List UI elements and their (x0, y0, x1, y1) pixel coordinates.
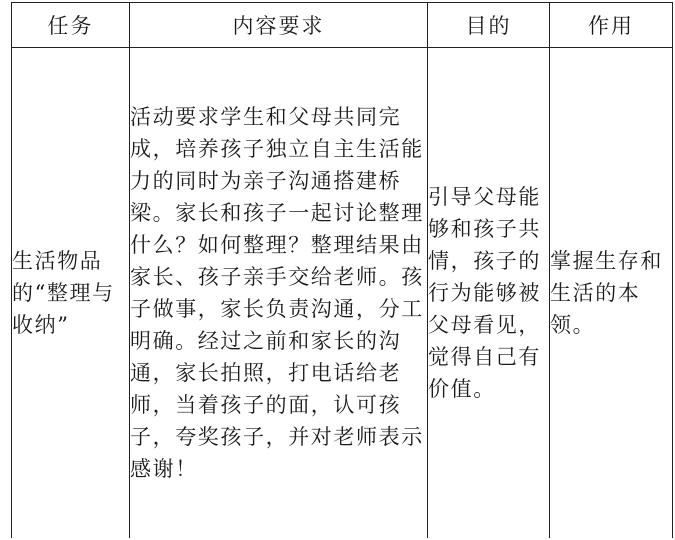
task-text: 生活物品的“整理与收纳” (12, 249, 115, 337)
task-cell (12, 48, 130, 539)
table-body (12, 48, 673, 539)
header-purpose: 目的 (428, 3, 550, 48)
purpose-cell (428, 48, 550, 539)
purpose-text: 引导父母能够和孩子共情，孩子的行为能够被父母看见，觉得自己有价值。 (428, 185, 541, 401)
content-cell (130, 48, 428, 539)
function-cell (550, 48, 673, 539)
function-text: 掌握生存和生活的本领。 (550, 249, 663, 337)
task-table (11, 2, 673, 538)
header-content: 内容要求 (130, 3, 428, 48)
header-task: 任务 (12, 3, 130, 48)
content-text: 活动要求学生和父母共同完成，培养孩子独立自主生活能力的同时为亲子沟通搭建桥梁。家长和孩子一起讨论整理什么？如何整理？整理结果由家长、孩子亲手交给老师。孩子做事，家长负责沟通，分工明确。经过之前和家长的沟通，家长拍照，打电话给老师，当着孩子的面，认可孩子，夸奖孩子，并对老师表示感谢！ (130, 105, 424, 481)
table-header (12, 3, 673, 48)
table-row (12, 48, 673, 539)
header-row (12, 3, 673, 48)
header-function: 作用 (550, 3, 673, 48)
